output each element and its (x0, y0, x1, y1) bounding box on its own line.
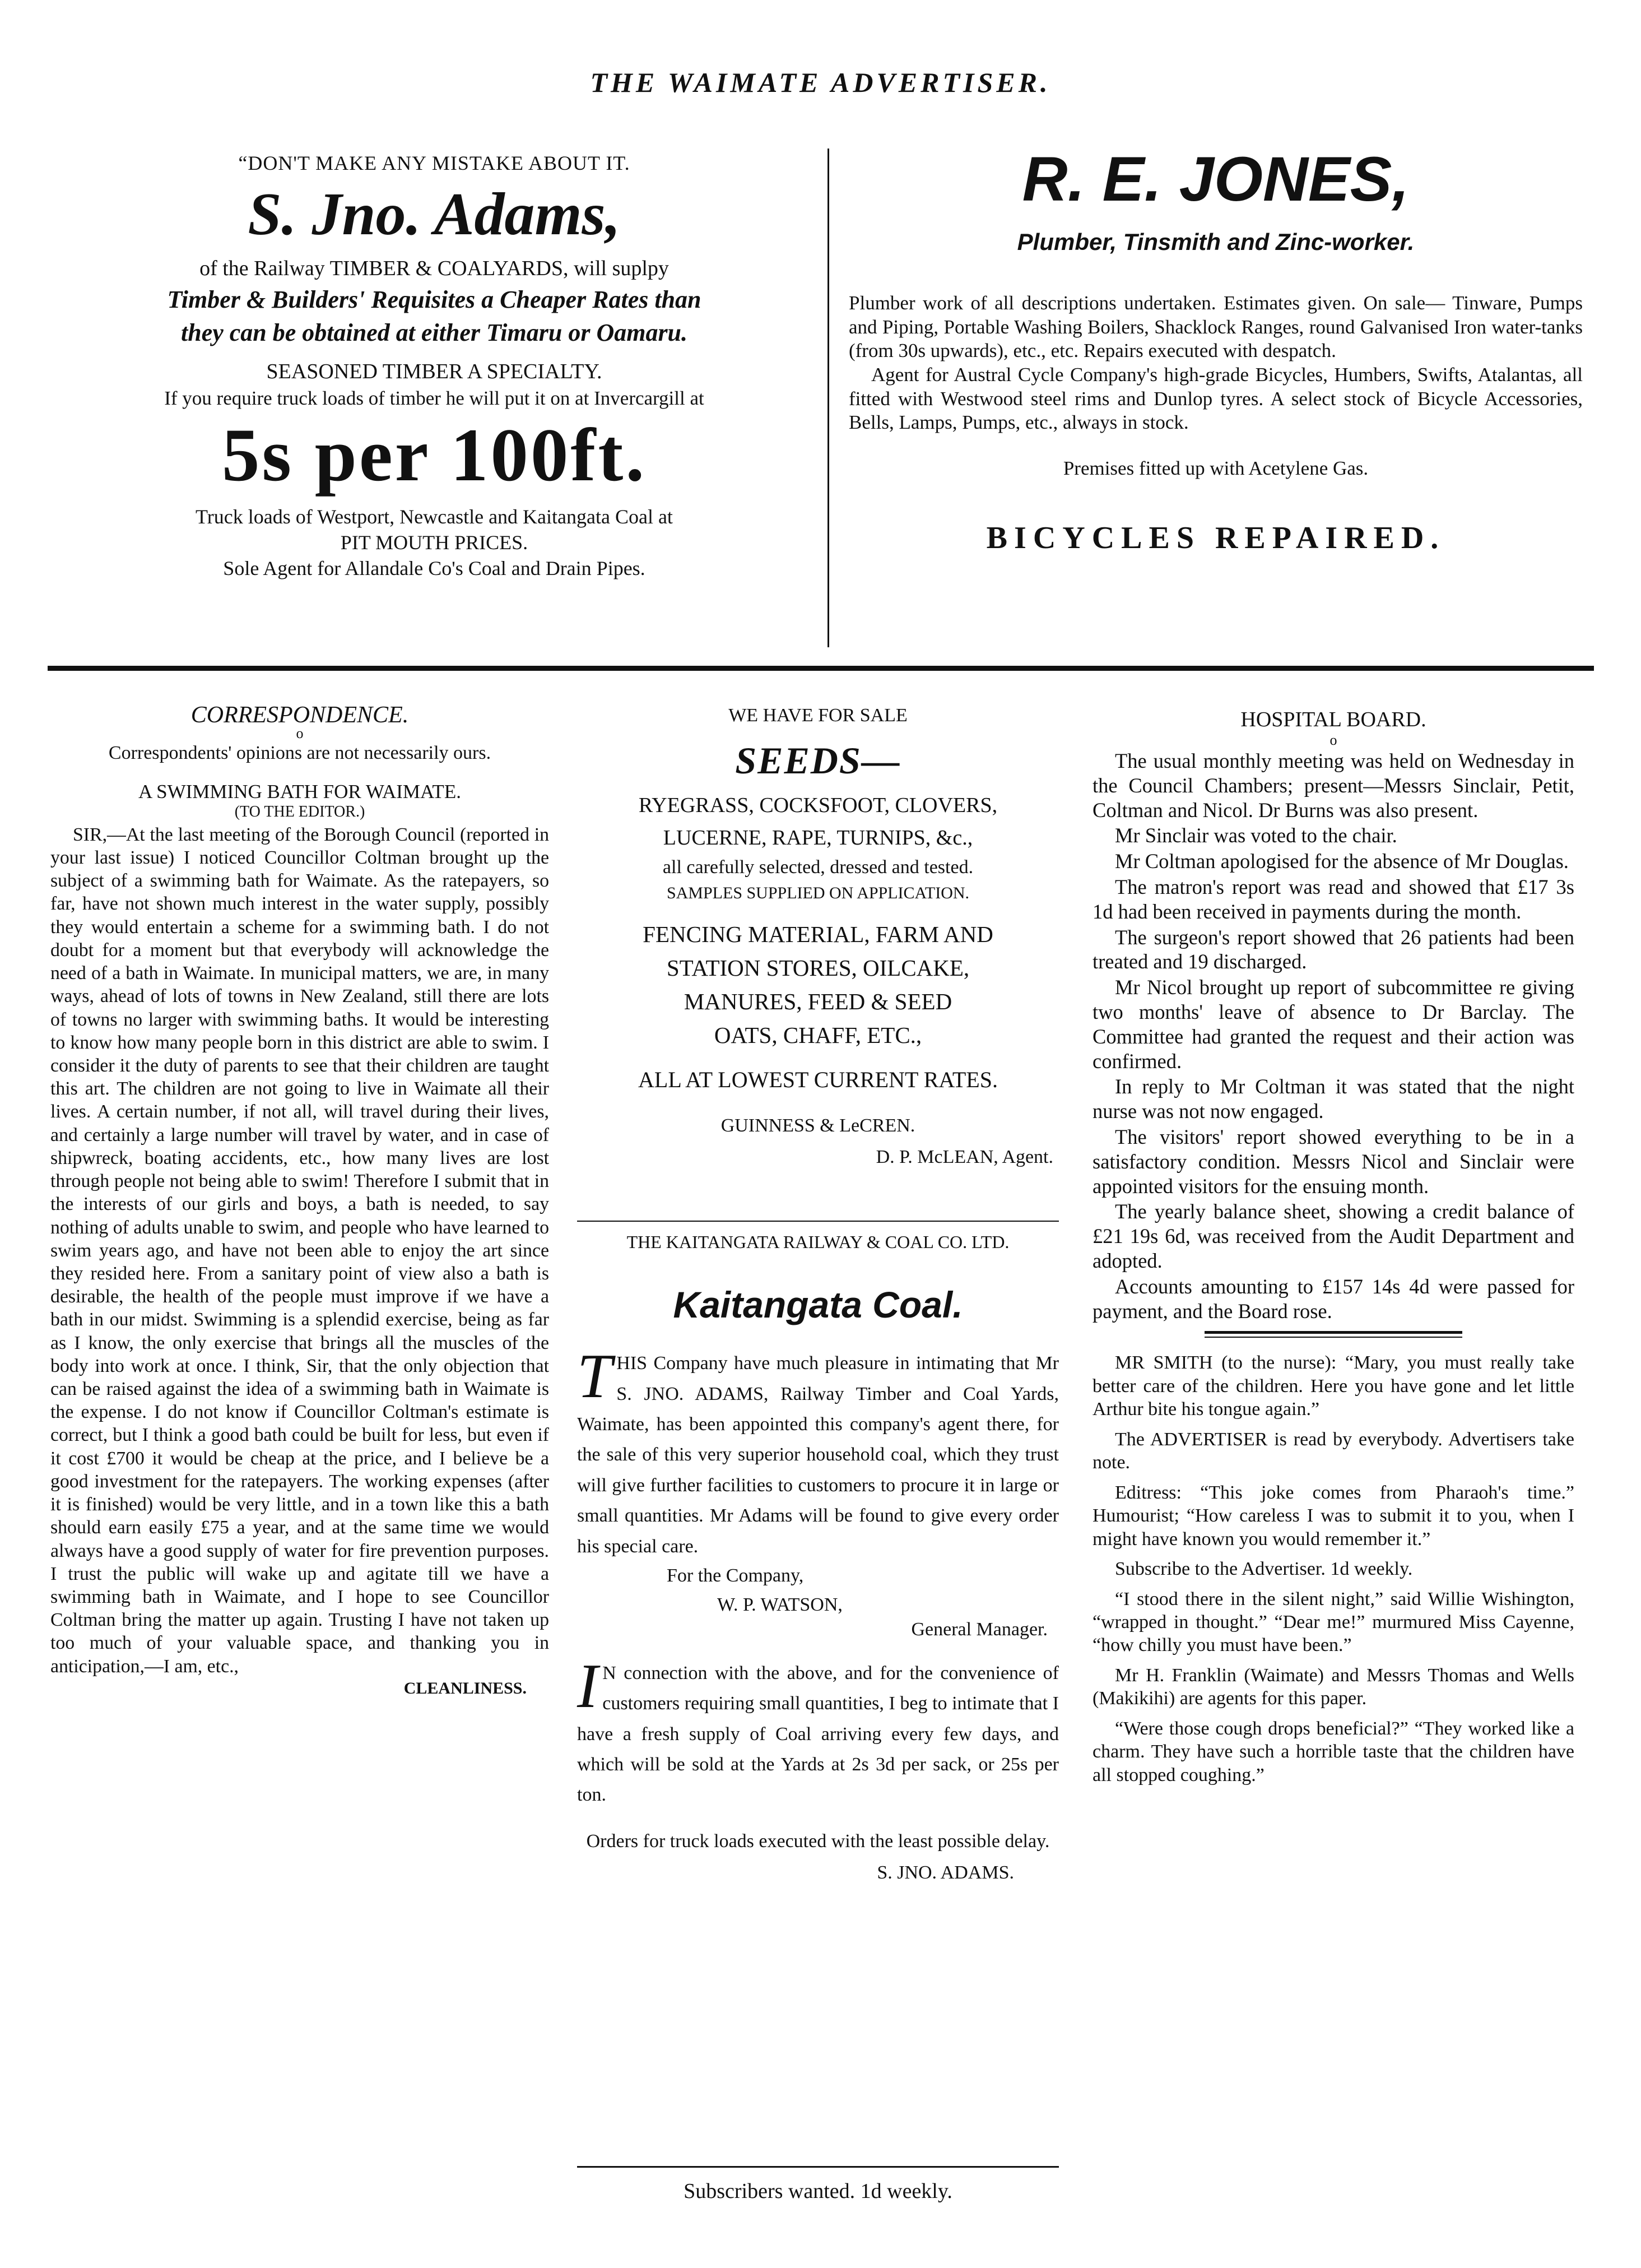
hospital-paragraph: Mr Sinclair was voted to the chair. (1115, 824, 1397, 847)
hospital-paragraph: In reply to Mr Coltman it was stated that the night nurse was not now engaged. (1093, 1075, 1574, 1123)
adams-truck: If you require truck loads of timber he will put it on at Invercargill at (164, 387, 704, 410)
kaitangata-dropcap2: I (577, 1651, 598, 1721)
filler-paragraph: Editress: “This joke comes from Pharaoh's time.” Humourist; “How careless I was to submit it to you, when I might have known you would remember it.” (1093, 1482, 1574, 1550)
kaitangata-role: General Manager. (911, 1618, 1048, 1640)
seeds-samples: SAMPLES SUPPLIED ON APPLICATION. (666, 884, 970, 902)
kaitangata-orders: Orders for truck loads executed with the least possible delay. (586, 1830, 1050, 1852)
hospital-column (1093, 707, 1574, 1793)
hospital-paragraph: The yearly balance sheet, showing a credit balance of £21 19s 6d, was received from the Audit Department and adopted. (1093, 1200, 1574, 1272)
kaitangata-bottom-rule (577, 2166, 1059, 2168)
adams-line2: Timber & Builders' Requisites a Cheaper Rates than (167, 286, 701, 314)
kaitangata-company: THE KAITANGATA RAILWAY & COAL CO. LTD. (626, 1232, 1010, 1252)
correspondence-heading: CORRESPONDENCE. (190, 702, 409, 728)
seeds-l1: RYEGRASS, COCKSFOOT, CLOVERS, (638, 794, 998, 817)
correspondence-column (50, 702, 549, 1698)
hospital-heading: HOSPITAL BOARD. (1240, 708, 1426, 731)
filler-paragraph: Mr H. Franklin (Waimate) and Messrs Thomas and Wells (Makikihi) are agents for this paper. (1093, 1664, 1574, 1709)
filler-paragraph: “Were those cough drops beneficial?” “They worked like a charm. They have such a horrible taste that the children have all stopped coughing.” (1093, 1718, 1574, 1785)
filler-paragraph: Subscribe to the Advertiser. 1d weekly. (1115, 1559, 1413, 1580)
adams-kicker: “DON'T MAKE ANY MISTAKE ABOUT IT. (238, 152, 630, 174)
jones-name: R. E. JONES, (1022, 144, 1410, 214)
jones-para1: Plumber work of all descriptions undertaken. Estimates given. On sale— Tinware, Pumps and Piping, Portable Washing Boilers, Shacklock Ranges, round Galvanised Iron water-tanks (from 30s upwards), etc., etc. Repairs executed with despatch. (849, 292, 1583, 362)
subscribers-wanted: Subscribers wanted. 1d weekly. (684, 2179, 952, 2203)
hospital-paragraph: The usual monthly meeting was held on Wednesday in the Council Chambers; present—Messrs Sinclair, Petit, Coltman and Nicol. Dr Burns was also present. (1093, 749, 1574, 822)
adams-ad (53, 151, 815, 580)
seeds-column (577, 705, 1059, 1168)
seeds-firm: GUINNESS & LeCREN. (720, 1115, 915, 1136)
jones-bicycles: BICYCLES REPAIRED. (986, 521, 1445, 556)
filler-paragraph: MR SMITH (to the nurse): “Mary, you must really take better care of the children. Here you have gone and let little Arthur bite his tongue again.” (1093, 1352, 1574, 1420)
kaitangata-signer: W. P. WATSON, (717, 1594, 843, 1615)
fillers (1093, 1351, 1574, 1787)
hospital-double-rule-2 (1205, 1337, 1462, 1338)
hospital-paragraph: The matron's report was read and showed that £17 3s 1d had been received in payments during the month. (1093, 875, 1574, 923)
seeds-title: SEEDS— (735, 739, 901, 782)
adams-agent: Sole Agent for Allandale Co's Coal and Drain Pipes. (223, 556, 645, 579)
hospital-double-rule-1 (1205, 1331, 1462, 1334)
jones-premises: Premises fitted up with Acetylene Gas. (1063, 457, 1369, 480)
swimming-bath-subhead: A SWIMMING BATH FOR WAIMATE. (138, 780, 461, 803)
correspondence-signature: CLEANLINESS. (403, 1678, 527, 1697)
seeds-rates: ALL AT LOWEST CURRENT RATES. (638, 1067, 998, 1092)
seeds-top: WE HAVE FOR SALE (728, 705, 908, 726)
seeds-l3: all carefully selected, dressed and tested. (662, 857, 974, 878)
jones-trade: Plumber, Tinsmith and Zinc-worker. (1017, 229, 1415, 255)
seeds-divider (577, 1221, 1059, 1222)
hospital-ornament: o (1329, 732, 1337, 748)
seeds-agent: D. P. McLEAN, Agent. (876, 1147, 1053, 1167)
adams-line1: of the Railway TIMBER & COALYARDS, will suplpy (199, 257, 669, 281)
hospital-paragraph: The visitors' report showed everything to be in a satisfactory condition. Messrs Nicol and Sinclair were appointed visitors for the ensuing month. (1093, 1125, 1574, 1198)
hospital-report (1093, 749, 1574, 1323)
correspondence-ornament: o (296, 725, 304, 741)
adams-coal1: Truck loads of Westport, Newcastle and Kaitangata Coal at (196, 505, 673, 528)
fencing-l2: STATION STORES, OILCAKE, (666, 955, 970, 981)
hospital-paragraph: Mr Nicol brought up report of subcommittee re giving two months' leave of absence to Dr Barclay. The Committee had granted the request and their action was confirmed. (1093, 976, 1574, 1073)
adams-coal2: PIT MOUTH PRICES. (340, 531, 528, 554)
adams-seasoned: SEASONED TIMBER A SPECIALTY. (266, 360, 602, 384)
jones-para2: Agent for Austral Cycle Company's high-grade Bicycles, Humbers, Swifts, Atalantas, all fitted with Westwood steel rims and Dunlop tyres. A select stock of Bicycle Accessories, Bells, Lamps, Pumps, etc., always in stock. (849, 364, 1583, 434)
kaitangata-body: HIS Company have much pleasure in intimating that Mr S. JNO. ADAMS, Railway Timber and Coal Yards, Waimate, has been appointed this company's agent there, for the sale of this very superior household coal, which they trust will give further facilities to customers to procure it in large or small quantities. Mr Adams will be found to give every order his special care. (577, 1353, 1059, 1557)
hospital-paragraph: Mr Coltman apologised for the absence of Mr Douglas. (1115, 850, 1569, 873)
section-rule (48, 666, 1594, 671)
kaitangata-dropcap: T (577, 1342, 612, 1412)
filler-paragraph: “I stood there in the silent night,” said Willie Wishington, “wrapped in thought.” “Dear me!” murmured Miss Cayenne, “how chilly you must have been.” (1093, 1588, 1574, 1656)
hospital-paragraph: The surgeon's report showed that 26 patients had been treated and 19 discharged. (1093, 925, 1574, 973)
to-editor: (TO THE EDITOR.) (234, 803, 365, 820)
seeds-l2: LUCERNE, RAPE, TURNIPS, &c., (663, 826, 973, 850)
top-ads-divider (828, 149, 829, 647)
adams-price: 5s per 100ft. (221, 414, 647, 498)
masthead: THE WAIMATE ADVERTISER. (590, 67, 1051, 98)
adams-name: S. Jno. Adams, (248, 181, 621, 248)
adams-line3: they can be obtained at either Timaru or Oamaru. (180, 319, 688, 347)
correspondence-body: SIR,—At the last meeting of the Borough Council (reported in your last issue) I noticed Councillor Coltman brought up the subject of a swimming bath for Waimate. As the ratepayers, so far, have not shown much interest in the water supply, possibly they would entertain a scheme for a swimming bath. I do not doubt for a moment but that everybody will acknowledge the need of a bath in Waimate. In municipal matters, we are, in many ways, ahead of lots of towns in New Zealand, still there are lots of towns no larger with swimming baths. It would be interesting to know how many people born in this district are able to swim. I consider it the duty of parents to see that their children are taught this art. The children are not going to live in Waimate all their lives. A certain number, if not all, will travel during their lives, and certainly a large number will travel by water, and in case of shipwreck, boating accidents, etc., how many lives are lost through people not being able to swim! Therefore I submit that in the interests of our girls and boys, a bath is needed, to say nothing of adults unable to swim, and people who have learned to swim years ago, and have not been able to enjoy the art since they resided here. From a sanitary point of view also a bath is desirable, the health of the people must improve if we have a bath in our midst. Swimming is a splendid exercise, being as far as I know, the only exercise that brings all the muscles of the body into work at once. I think, Sir, that the only objection that can be raised against the idea of a swimming bath in Waimate is the expense. I do not know if Councillor Coltman's estimate is correct, but I think a good bath could be built for less, but even if it cost £700 it would be cheap at the price, and I believe be a good investment for the ratepayers. The working expenses (after it is finished) would be very little, and in a town like this a bath should earn easily £75 a year, and at the same time we would always have a good supply of water for fire prevention purposes. I trust the public will wake up and agitate till we have a swimming bath in Waimate, and I hope to see Councillor Coltman bring the matter up again. Trusting I have not taken up too much of your valuable space, and thanking you in anticipation,—I am, etc., (50, 824, 549, 1677)
fencing-l3: MANURES, FEED & SEED (684, 989, 952, 1014)
hospital-paragraph: Accounts amounting to £157 14s 4d were passed for payment, and the Board rose. (1093, 1274, 1574, 1323)
fencing-l4: OATS, CHAFF, ETC., (714, 1022, 922, 1048)
filler-paragraph: The ADVERTISER is read by everybody. Advertisers take note. (1093, 1428, 1574, 1473)
correspondence-note: Correspondents' opinions are not necessarily ours. (108, 743, 491, 763)
kaitangata-sign2: S. JNO. ADAMS. (877, 1862, 1014, 1884)
fencing-l1: FENCING MATERIAL, FARM AND (643, 921, 993, 947)
jones-ad (849, 143, 1583, 556)
kaitangata-body2: N connection with the above, and for the convenience of customers requiring small quantities, I beg to intimate that I have a fresh supply of Coal arriving every few days, and which will be sold at the Yards at 2s 3d per sack, or 25s per ton. (577, 1662, 1059, 1806)
kaitangata-for: For the Company, (667, 1565, 804, 1586)
kaitangata-title: Kaitangata Coal. (673, 1284, 963, 1326)
kaitangata-ad (577, 1230, 1059, 1884)
